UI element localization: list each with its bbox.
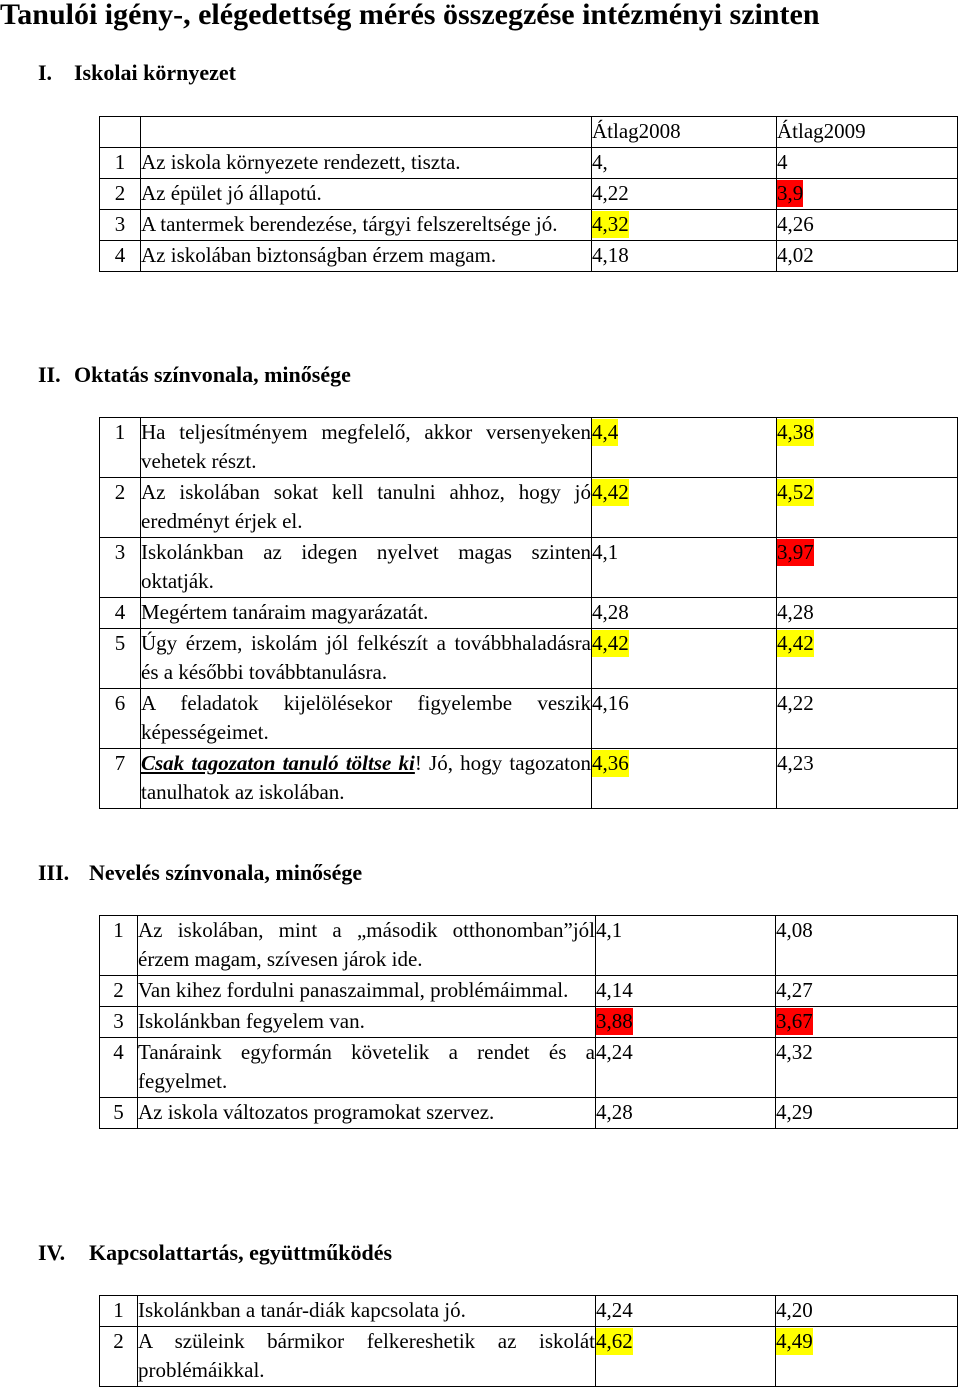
statement-text: Az iskolában, mint a „második otthonomban”jól érzem magam, szívesen járok ide. bbox=[138, 918, 595, 971]
avg-2008-cell bbox=[592, 538, 777, 598]
row-number: 2 bbox=[100, 976, 138, 1007]
avg-2008-value: 4,22 bbox=[592, 181, 629, 205]
table-row bbox=[100, 689, 958, 749]
avg-2009-value: 4,23 bbox=[777, 751, 814, 775]
section-number: I. bbox=[38, 60, 53, 85]
avg-2008-value: 4,14 bbox=[596, 978, 633, 1002]
statement-text: Iskolánkban a tanár-diák kapcsolata jó. bbox=[138, 1298, 466, 1322]
section-title: Kapcsolattartás, együttműködés bbox=[89, 1240, 393, 1265]
statement-text: Úgy érzem, iskolám jól felkészít a továbbhaladásra és a későbbi továbbtanulásra. bbox=[141, 631, 591, 684]
section-title: Oktatás színvonala, minősége bbox=[74, 362, 351, 387]
avg-2009-cell bbox=[776, 976, 958, 1007]
row-number: 2 bbox=[100, 1327, 138, 1387]
avg-2009-cell bbox=[776, 1038, 958, 1098]
row-number: 5 bbox=[100, 1098, 138, 1129]
statement-cell bbox=[138, 976, 596, 1007]
statement-text: A szüleink bármikor felkereshetik az iskolát problémáikkal. bbox=[138, 1329, 595, 1382]
table-row bbox=[100, 1007, 958, 1038]
row-number: 6 bbox=[100, 689, 141, 749]
statement-cell bbox=[138, 916, 596, 976]
avg-2009-cell bbox=[777, 418, 958, 478]
row-number: 4 bbox=[100, 598, 141, 629]
avg-2009-value: 4,29 bbox=[776, 1100, 813, 1124]
avg-2008-cell bbox=[596, 1007, 776, 1038]
avg-2008-value: 4,28 bbox=[592, 600, 629, 624]
section-number: III. bbox=[38, 860, 70, 885]
section-title: Nevelés színvonala, minősége bbox=[89, 860, 363, 885]
statement-cell bbox=[141, 629, 592, 689]
row-number: 3 bbox=[100, 1007, 138, 1038]
table-row bbox=[100, 1327, 958, 1387]
statement-text: A feladatok kijelölésekor figyelembe veszik képességeimet. bbox=[141, 691, 591, 744]
avg-2009-value: 4,20 bbox=[776, 1298, 813, 1322]
avg-2009-value: 3,97 bbox=[777, 540, 814, 564]
table-section-3 bbox=[99, 915, 958, 1129]
avg-2008-cell bbox=[592, 629, 777, 689]
table-section-1 bbox=[99, 116, 958, 272]
avg-2009-value: 4,02 bbox=[777, 243, 814, 267]
avg-2008-cell bbox=[596, 916, 776, 976]
statement-text: Tanáraink egyformán követelik a rendet és a fegyelmet. bbox=[138, 1040, 595, 1093]
table-row bbox=[100, 148, 958, 179]
avg-2008-cell bbox=[596, 1098, 776, 1129]
avg-2008-cell bbox=[592, 148, 777, 179]
statement-text: Van kihez fordulni panaszaimmal, problémáimmal. bbox=[138, 978, 569, 1002]
statement-text: Iskolánkban az idegen nyelvet magas szinten oktatják. bbox=[141, 540, 591, 593]
table-row bbox=[100, 538, 958, 598]
page-title: Tanulói igény-, elégedettség mérés összegzése intézményi szinten bbox=[0, 0, 820, 31]
emphasis-text: Csak tagozaton tanuló töltse ki bbox=[141, 751, 415, 775]
avg-2009-value: 4,27 bbox=[776, 978, 813, 1002]
table-row bbox=[100, 629, 958, 689]
avg-2009-cell bbox=[776, 1098, 958, 1129]
avg-2009-value: 4,32 bbox=[776, 1040, 813, 1064]
table-row bbox=[100, 478, 958, 538]
avg-2009-value: 4 bbox=[777, 150, 788, 174]
table-row bbox=[100, 1038, 958, 1098]
avg-2008-cell bbox=[592, 478, 777, 538]
section-number: IV. bbox=[38, 1240, 66, 1265]
header-empty-cell bbox=[141, 117, 592, 148]
statement-cell bbox=[138, 1007, 596, 1038]
row-number: 1 bbox=[100, 418, 141, 478]
avg-2009-cell bbox=[777, 598, 958, 629]
header-2009: Átlag2009 bbox=[777, 117, 958, 148]
section-heading-3 bbox=[38, 860, 362, 886]
avg-2009-value: 4,08 bbox=[776, 918, 813, 942]
row-number: 4 bbox=[100, 241, 141, 272]
avg-2008-cell bbox=[596, 1038, 776, 1098]
avg-2009-cell bbox=[777, 148, 958, 179]
avg-2008-value: 4,28 bbox=[596, 1100, 633, 1124]
avg-2008-cell bbox=[592, 418, 777, 478]
section-heading-4 bbox=[38, 1240, 392, 1266]
row-number: 1 bbox=[100, 1296, 138, 1327]
statement-text: Az iskola változatos programokat szervez. bbox=[138, 1100, 495, 1124]
avg-2009-value: 4,28 bbox=[777, 600, 814, 624]
avg-2009-value: 4,42 bbox=[777, 631, 814, 655]
statement-text: Az épület jó állapotú. bbox=[141, 181, 322, 205]
statement-cell bbox=[141, 210, 592, 241]
avg-2009-cell bbox=[776, 1296, 958, 1327]
avg-2009-cell bbox=[776, 1327, 958, 1387]
avg-2008-cell bbox=[592, 210, 777, 241]
row-number: 3 bbox=[100, 538, 141, 598]
avg-2008-value: 4,4 bbox=[592, 420, 619, 444]
table-row bbox=[100, 418, 958, 478]
section-number: II. bbox=[38, 362, 61, 387]
table-row bbox=[100, 210, 958, 241]
row-number: 7 bbox=[100, 749, 141, 809]
avg-2008-value: 4,62 bbox=[596, 1329, 633, 1353]
statement-text: Ha teljesítményem megfelelő, akkor versenyeken vehetek részt. bbox=[141, 420, 591, 473]
avg-2009-cell bbox=[777, 210, 958, 241]
avg-2008-value: 4,1 bbox=[596, 918, 623, 942]
avg-2008-value: 4,16 bbox=[592, 691, 629, 715]
avg-2008-value: 4,42 bbox=[592, 631, 629, 655]
statement-cell bbox=[141, 418, 592, 478]
avg-2009-value: 3,9 bbox=[777, 181, 804, 205]
row-number: 2 bbox=[100, 179, 141, 210]
table-row bbox=[100, 241, 958, 272]
avg-2009-cell bbox=[776, 916, 958, 976]
avg-2008-value: 4,32 bbox=[592, 212, 629, 236]
avg-2009-value: 4,38 bbox=[777, 420, 814, 444]
table-header-row bbox=[100, 117, 958, 148]
section-title: Iskolai környezet bbox=[74, 60, 236, 85]
row-number: 1 bbox=[100, 148, 141, 179]
section-heading-2 bbox=[38, 362, 351, 388]
avg-2008-value: 4,36 bbox=[592, 751, 629, 775]
avg-2009-cell bbox=[777, 179, 958, 210]
row-number: 1 bbox=[100, 916, 138, 976]
avg-2008-cell bbox=[592, 749, 777, 809]
table-section-2 bbox=[99, 417, 958, 809]
avg-2009-cell bbox=[776, 1007, 958, 1038]
avg-2008-value: 4,24 bbox=[596, 1040, 633, 1064]
avg-2008-value: 3,88 bbox=[596, 1009, 633, 1033]
statement-cell bbox=[141, 749, 592, 809]
avg-2009-cell bbox=[777, 689, 958, 749]
avg-2009-cell bbox=[777, 629, 958, 689]
row-number: 5 bbox=[100, 629, 141, 689]
section-heading-1 bbox=[38, 60, 236, 86]
statement-cell bbox=[138, 1098, 596, 1129]
table-section-4 bbox=[99, 1295, 958, 1387]
avg-2008-cell bbox=[596, 1296, 776, 1327]
row-number: 2 bbox=[100, 478, 141, 538]
avg-2009-cell bbox=[777, 241, 958, 272]
statement-cell bbox=[138, 1327, 596, 1387]
statement-text: ! Jó, hogy tagozaton tanulhatok az iskolában. bbox=[141, 751, 592, 804]
avg-2008-cell bbox=[596, 976, 776, 1007]
statement-cell bbox=[138, 1296, 596, 1327]
statement-cell bbox=[141, 538, 592, 598]
table-row bbox=[100, 1296, 958, 1327]
statement-text: A tantermek berendezése, tárgyi felszereltsége jó. bbox=[141, 212, 558, 236]
statement-text: Iskolánkban fegyelem van. bbox=[138, 1009, 365, 1033]
avg-2008-cell bbox=[596, 1327, 776, 1387]
avg-2009-cell bbox=[777, 749, 958, 809]
statement-cell bbox=[141, 241, 592, 272]
avg-2009-value: 4,52 bbox=[777, 480, 814, 504]
avg-2008-cell bbox=[592, 179, 777, 210]
table-row bbox=[100, 598, 958, 629]
table-row bbox=[100, 749, 958, 809]
statement-cell bbox=[141, 179, 592, 210]
avg-2008-cell bbox=[592, 241, 777, 272]
header-2008: Átlag2008 bbox=[592, 117, 777, 148]
avg-2008-value: 4,18 bbox=[592, 243, 629, 267]
statement-cell bbox=[141, 598, 592, 629]
avg-2009-value: 4,49 bbox=[776, 1329, 813, 1353]
avg-2009-value: 4,26 bbox=[777, 212, 814, 236]
table-row bbox=[100, 179, 958, 210]
statement-text: Az iskola környezete rendezett, tiszta. bbox=[141, 150, 461, 174]
table-row bbox=[100, 976, 958, 1007]
statement-text: Megértem tanáraim magyarázatát. bbox=[141, 600, 429, 624]
row-number: 3 bbox=[100, 210, 141, 241]
table-row bbox=[100, 1098, 958, 1129]
statement-text: Az iskolában biztonságban érzem magam. bbox=[141, 243, 497, 267]
avg-2008-value: 4, bbox=[592, 150, 608, 174]
table-row bbox=[100, 916, 958, 976]
row-number: 4 bbox=[100, 1038, 138, 1098]
avg-2009-cell bbox=[777, 478, 958, 538]
statement-cell bbox=[138, 1038, 596, 1098]
avg-2009-value: 4,22 bbox=[777, 691, 814, 715]
statement-cell bbox=[141, 478, 592, 538]
avg-2008-cell bbox=[592, 689, 777, 749]
avg-2009-value: 3,67 bbox=[776, 1009, 813, 1033]
avg-2008-value: 4,1 bbox=[592, 540, 619, 564]
avg-2008-cell bbox=[592, 598, 777, 629]
avg-2008-value: 4,42 bbox=[592, 480, 629, 504]
statement-text: Az iskolában sokat kell tanulni ahhoz, hogy jó eredményt érjek el. bbox=[141, 480, 591, 533]
statement-cell bbox=[141, 148, 592, 179]
avg-2009-cell bbox=[777, 538, 958, 598]
statement-cell bbox=[141, 689, 592, 749]
header-empty-cell bbox=[100, 117, 141, 148]
avg-2008-value: 4,24 bbox=[596, 1298, 633, 1322]
